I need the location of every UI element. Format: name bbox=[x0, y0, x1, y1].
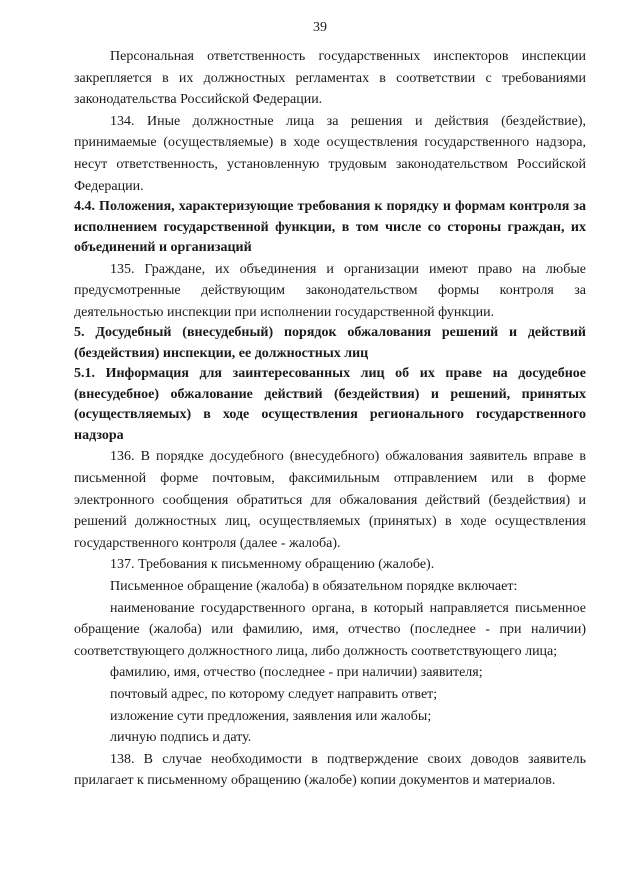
section-heading-5: 5. Досудебный (внесудебный) порядок обжалования решений и действий (бездействия) инспекции, ее должностных лиц bbox=[74, 325, 586, 361]
list-item-statement-essence: изложение сути предложения, заявления или жалобы; bbox=[110, 708, 432, 724]
page-number: 39 bbox=[313, 20, 327, 35]
paragraph-138: 138. В случае необходимости в подтверждение своих доводов заявитель прилагает к письменному обращению (жалобе) копии документов и материалов. bbox=[74, 751, 586, 789]
section-heading-4-4: 4.4. Положения, характеризующие требования к порядку и формам контроля за исполнением государственной функции, в том числе со стороны граждан, их объединений и организаций bbox=[74, 199, 586, 256]
paragraph-137: 137. Требования к письменному обращению (жалобе). bbox=[110, 557, 435, 573]
list-item-applicant-name: фамилию, имя, отчество (последнее - при наличии) заявителя; bbox=[110, 665, 483, 681]
section-heading-5-1: 5.1. Информация для заинтересованных лиц об их праве на досудебное (внесудебное) обжалование действий (бездействия) и решений, принятых (осуществляемых) в ходе осуществления регионального государственного надзора bbox=[74, 366, 586, 443]
paragraph-complaint-includes: Письменное обращение (жалоба) в обязательном порядке включает: bbox=[110, 579, 518, 594]
list-item-signature-date: личную подпись и дату. bbox=[110, 730, 252, 746]
paragraph-135: 135. Граждане, их объединения и организации имеют право на любые предусмотренные действующим законодательством формы контроля за деятельностью инспекции при исполнении государственной функции. bbox=[74, 261, 586, 320]
list-item-postal-address: почтовый адрес, по которому следует направить ответ; bbox=[110, 686, 438, 702]
paragraph-personal-responsibility: Персональная ответственность государственных инспекторов инспекции закрепляется в их должностных регламентах в соответствии с требованиями законодательства Российской Федерации. bbox=[74, 49, 586, 108]
list-item-agency-name: наименование государственного органа, в который направляется письменное обращение (жалоба) или фамилию, имя, отчество (последнее - при наличии) соответствующего должностного лица, либо должность соответствующего лица; bbox=[74, 600, 586, 659]
paragraph-134: 134. Иные должностные лица за решения и действия (бездействие), принимаемые (осуществляемые) в ходе осуществления государственного надзора, несут ответственность, установленную трудовым законодательством Российской Федерации. bbox=[74, 113, 586, 194]
paragraph-136: 136. В порядке досудебного (внесудебного) обжалования заявитель вправе в письменной форме почтовым, факсимильным отправлением или в форме электронного сообщения обратиться для обжалования действий (бездействия) и решений должностных лиц, осуществляемых (принятых) в ходе осуществления государственного контроля (далее - жалоба). bbox=[74, 449, 586, 551]
document-body bbox=[74, 46, 586, 792]
